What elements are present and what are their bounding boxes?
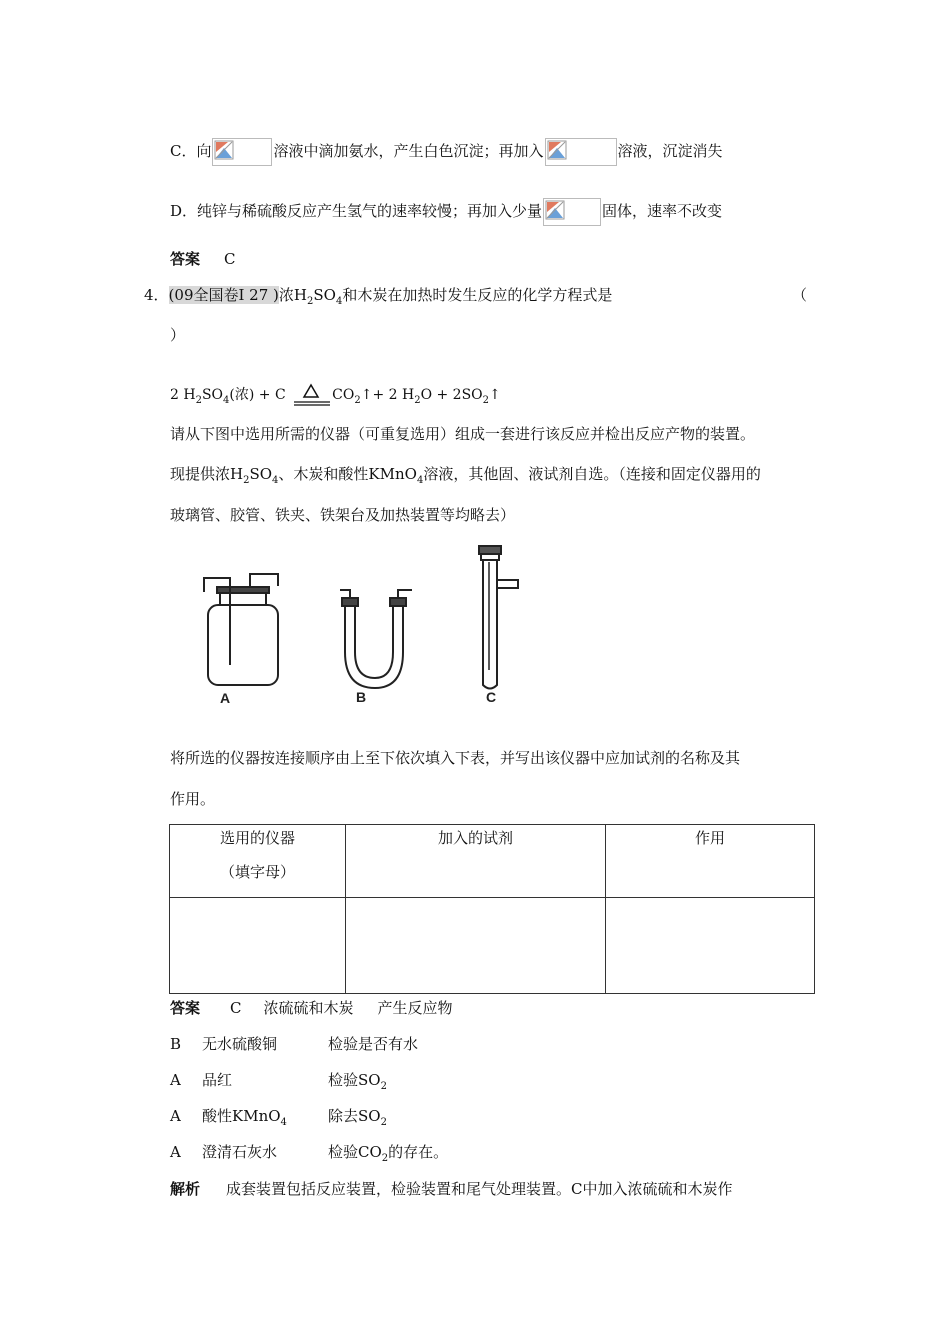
apparatus-figure bbox=[190, 540, 570, 715]
source-tag: (09全国卷Ⅰ 27 ) bbox=[168, 286, 279, 304]
analysis-line: 解析 成套装置包括反应装置，检验装置和尾气处理装置。C中加入浓硫硫和木炭作 bbox=[170, 1180, 733, 1198]
tube-c-collar bbox=[481, 554, 499, 560]
header-reagent: 加入的试剂 bbox=[346, 825, 606, 898]
instruction-paragraph: 请从下图中选用所需的仪器（可重复选用）组成一套进行该反应并检出反应产物的装置。 bbox=[170, 425, 756, 443]
broken-image-icon bbox=[212, 138, 272, 166]
answer-row: A 澄清石灰水 检验$CO_2$的存在。 bbox=[170, 1143, 449, 1164]
answer-line: 答案 C bbox=[170, 250, 236, 268]
option-d: D．纯锌与稀硫酸反应产生氢气的速率较慢；再加入少量 固体，速率不改变 bbox=[170, 198, 722, 226]
table-header-row bbox=[170, 825, 815, 898]
bottle-a-body bbox=[208, 605, 278, 685]
tube-c-stopper bbox=[479, 546, 501, 554]
header-purpose: 作用 bbox=[606, 825, 815, 898]
table-cell[interactable] bbox=[346, 898, 606, 994]
answer-table bbox=[169, 824, 815, 994]
u-tube-stopper-right bbox=[390, 598, 406, 606]
tube-c-side-arm bbox=[497, 580, 518, 588]
instruction-paragraph: 作用。 bbox=[170, 790, 216, 808]
header-instrument: 选用的仪器 （填字母） bbox=[170, 825, 346, 898]
tube-c-body bbox=[483, 560, 497, 689]
bottle-a-stopper bbox=[217, 587, 269, 593]
label-a: A bbox=[220, 690, 231, 706]
equation: 2 $H_2SO_4$(浓) + C $CO_2↑+ 2$ $H_2O$ + $2SO_2↑$ bbox=[170, 382, 501, 412]
instruction-paragraph: 玻璃管、胶管、铁夹、铁架台及加热装置等均略去） bbox=[170, 506, 516, 524]
answer-row: B 无水硫酸铜 检验是否有水 bbox=[170, 1035, 419, 1053]
apparatus-drawing bbox=[190, 540, 570, 715]
answer-row: A 品红 检验$SO_2$ bbox=[170, 1071, 387, 1092]
table-row bbox=[170, 898, 815, 994]
u-tube-left-arm bbox=[340, 590, 350, 598]
table-cell[interactable] bbox=[606, 898, 815, 994]
broken-image-icon bbox=[545, 138, 617, 166]
u-tube-right-arm bbox=[398, 590, 412, 598]
paren-open: （ bbox=[792, 286, 808, 304]
paren-close: ） bbox=[170, 326, 186, 344]
heat-arrow-icon bbox=[290, 382, 332, 412]
answer-line: 答案 C 浓硫硫和木炭 产生反应物 bbox=[170, 999, 453, 1017]
label-b: B bbox=[356, 689, 367, 705]
label-c: C bbox=[486, 689, 497, 705]
instruction-paragraph: 现提供浓$H_2SO_4$、木炭和酸性KMnO$_4$溶液，其他固、液试剂自选。（连接和固定仪器用的 bbox=[170, 465, 761, 486]
instruction-paragraph: 将所选的仪器按连接顺序由上至下依次填入下表，并写出该仪器中应加试剂的名称及其 bbox=[170, 749, 741, 767]
u-tube-stopper-left bbox=[342, 598, 358, 606]
table-cell[interactable] bbox=[170, 898, 346, 994]
question-4: 4．(09全国卷Ⅰ 27 )浓$H_2SO_4$和木炭在加热时发生反应的化学方程式是 bbox=[144, 286, 613, 307]
broken-image-icon bbox=[543, 198, 601, 226]
answer-row: A 酸性KMnO$_4$ 除去$SO_2$ bbox=[170, 1107, 387, 1128]
u-tube-outer bbox=[345, 603, 403, 688]
bottle-a-short-tube bbox=[250, 574, 278, 587]
u-tube-inner bbox=[355, 603, 393, 678]
option-c: C．向 溶液中滴加氨水，产生白色沉淀；再加入 溶液，沉淀消失 bbox=[170, 138, 723, 166]
